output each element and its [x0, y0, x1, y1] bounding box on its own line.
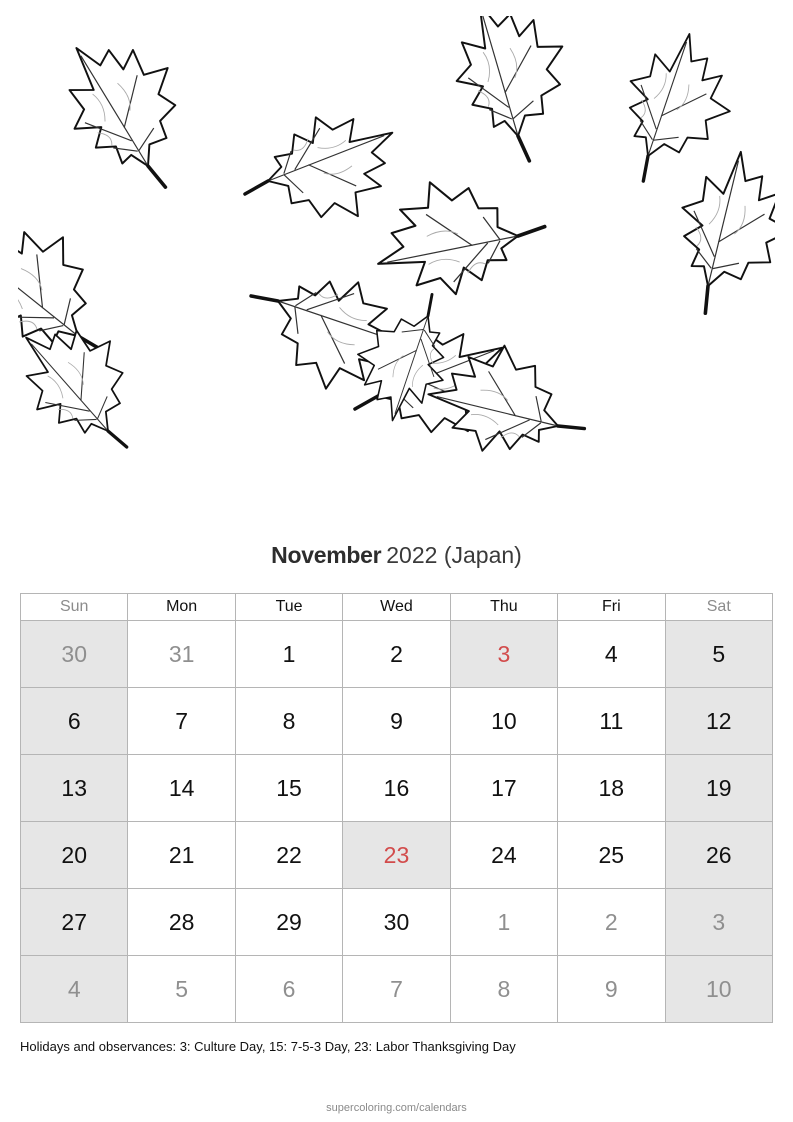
day-cell: 19 [665, 755, 772, 822]
week-row [21, 956, 773, 1023]
day-cell: 6 [235, 956, 342, 1023]
maple-leaves-illustration [18, 16, 775, 512]
week-row [21, 889, 773, 956]
week-row [21, 755, 773, 822]
day-cell: 11 [558, 688, 665, 755]
year-region: 2022 (Japan) [386, 542, 522, 568]
day-cell: 5 [128, 956, 235, 1023]
day-cell: 10 [665, 956, 772, 1023]
day-cell: 24 [450, 822, 557, 889]
day-cell: 30 [343, 889, 450, 956]
day-cell: 17 [450, 755, 557, 822]
month-name: November [271, 542, 382, 568]
weekday-sun: Sun [21, 594, 128, 621]
day-cell: 4 [21, 956, 128, 1023]
weekday-header-row [21, 594, 773, 621]
day-cell: 4 [558, 621, 665, 688]
day-cell: 10 [450, 688, 557, 755]
day-cell: 25 [558, 822, 665, 889]
day-cell: 1 [235, 621, 342, 688]
weekday-thu: Thu [450, 594, 557, 621]
day-cell: 12 [665, 688, 772, 755]
day-cell: 21 [128, 822, 235, 889]
weekday-fri: Fri [558, 594, 665, 621]
day-cell: 16 [343, 755, 450, 822]
day-cell: 15 [235, 755, 342, 822]
calendar-title [0, 540, 793, 570]
day-cell: 23 [343, 822, 450, 889]
maple-leaf [439, 16, 589, 174]
maple-leaf [600, 21, 750, 201]
day-cell: 1 [450, 889, 557, 956]
weekday-sat: Sat [665, 594, 772, 621]
day-cell: 9 [558, 956, 665, 1023]
day-cell: 28 [128, 889, 235, 956]
day-cell: 9 [343, 688, 450, 755]
week-row [21, 621, 773, 688]
day-cell: 2 [558, 889, 665, 956]
weekday-wed: Wed [343, 594, 450, 621]
day-cell: 22 [235, 822, 342, 889]
maple-leaf [366, 164, 554, 307]
maple-leaf [658, 141, 775, 329]
day-cell: 26 [665, 822, 772, 889]
day-cell: 7 [128, 688, 235, 755]
holidays-note: Holidays and observances: 3: Culture Day, 15: 7-5-3 Day, 23: Labor Thanksgiving Day [20, 1039, 516, 1054]
day-cell: 3 [450, 621, 557, 688]
day-cell: 20 [21, 822, 128, 889]
day-cell: 5 [665, 621, 772, 688]
day-cell: 29 [235, 889, 342, 956]
week-row [21, 688, 773, 755]
weekday-mon: Mon [128, 594, 235, 621]
day-cell: 18 [558, 755, 665, 822]
day-cell: 8 [235, 688, 342, 755]
week-row [21, 822, 773, 889]
calendar-body [21, 621, 773, 1023]
day-cell: 7 [343, 956, 450, 1023]
weekday-tue: Tue [235, 594, 342, 621]
footer-link[interactable]: supercoloring.com/calendars [326, 1102, 467, 1114]
day-cell: 30 [21, 621, 128, 688]
day-cell: 14 [128, 755, 235, 822]
day-cell: 13 [21, 755, 128, 822]
day-cell: 2 [343, 621, 450, 688]
calendar-grid [20, 593, 773, 1023]
maple-leaf [229, 94, 416, 249]
day-cell: 31 [128, 621, 235, 688]
day-cell: 6 [21, 688, 128, 755]
day-cell: 3 [665, 889, 772, 956]
day-cell: 27 [21, 889, 128, 956]
day-cell: 8 [450, 956, 557, 1023]
maple-leaf [40, 16, 219, 212]
